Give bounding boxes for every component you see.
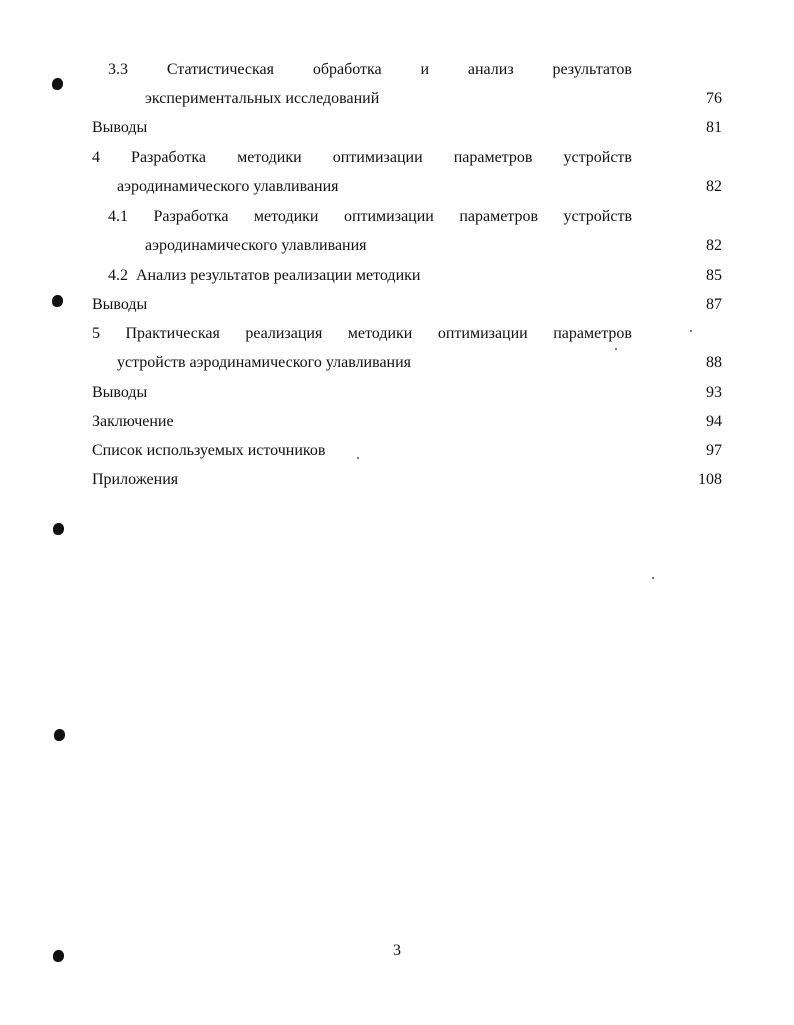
- toc-entry-references: Список используемых источников: [92, 442, 326, 459]
- entry-word: Практическая: [125, 325, 220, 342]
- entry-number: 4.2: [108, 267, 128, 284]
- scan-speck: [357, 457, 359, 459]
- toc-entry-appendices: Приложения: [92, 471, 179, 488]
- entry-number: 3.3: [108, 61, 128, 78]
- entry-word: методики: [253, 208, 319, 225]
- toc-entry-4-2: [108, 265, 420, 287]
- entry-number: 4.1: [108, 208, 128, 225]
- binder-hole: [53, 523, 64, 535]
- toc-entry-conclusions: Выводы: [92, 384, 148, 401]
- page-ref: 82: [706, 178, 722, 195]
- entry-word: Разработка: [153, 208, 229, 225]
- entry-word: оптимизации: [437, 325, 528, 342]
- entry-number: 4: [92, 149, 100, 166]
- toc-entry-5-continuation: устройств аэродинамического улавливания: [117, 354, 412, 371]
- entry-word: анализ: [467, 61, 514, 78]
- toc-entry-conclusions: Выводы: [92, 119, 148, 136]
- toc-entry-conclusions: Выводы: [92, 296, 148, 313]
- entry-word: результатов: [552, 61, 632, 78]
- toc-entry-4-1: [108, 206, 632, 228]
- toc-entry-3-3: [108, 59, 632, 81]
- scan-speck: [652, 577, 654, 579]
- page-ref: 94: [706, 413, 722, 430]
- entry-number: 5: [92, 325, 100, 342]
- page-number: 3: [393, 942, 401, 959]
- page-ref: 93: [706, 384, 722, 401]
- entry-word: Статистическая: [166, 61, 275, 78]
- toc-entry-4-continuation: аэродинамического улавливания: [117, 178, 339, 195]
- page-ref: 76: [706, 90, 722, 107]
- entry-word: обработка: [312, 61, 382, 78]
- scan-speck: [690, 330, 692, 332]
- binder-hole: [52, 295, 63, 307]
- page-ref: 108: [698, 471, 722, 488]
- entry-word: параметров: [553, 325, 632, 342]
- toc-entry-3-3-continuation: экспериментальных исследований: [145, 90, 380, 107]
- entry-word: оптимизации: [343, 208, 434, 225]
- entry-word: методики: [347, 325, 413, 342]
- page-ref: 81: [706, 119, 722, 136]
- toc-entry-4-1-continuation: аэродинамического улавливания: [145, 237, 367, 254]
- page-ref: 85: [706, 267, 722, 284]
- binder-hole: [52, 78, 63, 90]
- page-ref: 87: [706, 296, 722, 313]
- entry-word: и: [420, 61, 430, 78]
- page-ref: 88: [706, 354, 722, 371]
- entry-word: реализация: [245, 325, 323, 342]
- binder-hole: [54, 729, 65, 741]
- entry-word: устройств: [563, 149, 632, 166]
- entry-word: Разработка: [131, 149, 207, 166]
- entry-word: оптимизации: [332, 149, 423, 166]
- page-ref: 97: [706, 442, 722, 459]
- toc-entry-conclusion: Заключение: [92, 413, 174, 430]
- scan-speck: [615, 348, 617, 350]
- toc-entry-5: [92, 323, 632, 345]
- entry-word: методики: [237, 149, 302, 166]
- entry-word: параметров: [459, 208, 539, 225]
- page-ref: 82: [706, 237, 722, 254]
- entry-word: параметров: [453, 149, 533, 166]
- entry-title: Анализ результатов реализации методики: [136, 267, 421, 284]
- entry-word: устройств: [563, 208, 632, 225]
- toc-entry-4: [92, 147, 632, 169]
